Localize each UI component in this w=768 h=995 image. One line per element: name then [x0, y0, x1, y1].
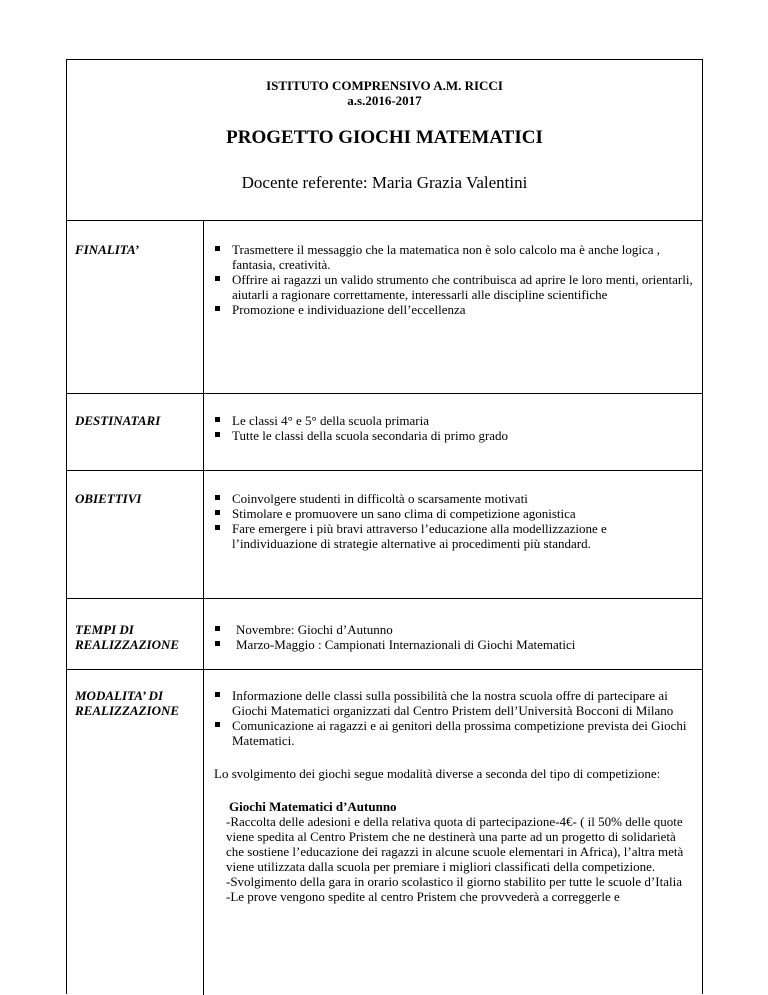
paragraph-line: -Raccolta delle adesioni e della relativa quota di partecipazione-4€- ( il 50% delle quote viene spedita al Centro Pristem che ne destinerà una parte ad un progetto di solidarietà che sostiene l’educazione dei ragazzi in alcune scuole elementari in Africa), l’altra metà viene utilizzata dalla scuola per premiare i migliori classificati della competizione. [226, 814, 684, 874]
content-modalita [214, 688, 694, 904]
row-finalita [67, 221, 702, 394]
list-item: Offrire ai ragazzi un valido strumento che contribuisca ad aprire le loro menti, orientarli, aiutarli a ragionare correttamente, interessarli alle discipline scientifiche [214, 272, 694, 302]
label-line: TEMPI DI [75, 622, 134, 637]
subsection-title: Giochi Matematici d’Autunno [229, 799, 397, 814]
label-modalita [75, 688, 199, 718]
school-year: a.s.2016-2017 [347, 93, 422, 108]
row-obiettivi [67, 471, 702, 599]
list-item: Trasmettere il messaggio che la matematica non è solo calcolo ma è anche logica , fantasia, creatività. [214, 242, 694, 272]
row-modalita [67, 670, 702, 995]
content-finalita [214, 242, 694, 317]
list-item: Le classi 4° e 5° della scuola primaria [214, 413, 694, 428]
school-name: ISTITUTO COMPRENSIVO A.M. RICCI [266, 78, 503, 93]
list-item: Marzo-Maggio : Campionati Internazionali di Giochi Matematici [214, 637, 694, 652]
project-title: PROGETTO GIOCHI MATEMATICI [226, 127, 543, 148]
label-line: REALIZZAZIONE [75, 637, 180, 652]
content-obiettivi [214, 491, 694, 551]
list-item: Promozione e individuazione dell’eccellenza [214, 302, 694, 317]
list-item: Tutte le classi della scuola secondaria di primo grado [214, 428, 694, 443]
row-tempi [67, 599, 702, 670]
label-destinatari: DESTINATARI [75, 413, 161, 428]
document-header [67, 60, 702, 221]
content-destinatari [214, 413, 694, 443]
list-item: Stimolare e promuovere un sano clima di competizione agonistica [214, 506, 694, 521]
list-item: Comunicazione ai ragazzi e ai genitori della prossima competizione prevista dei Giochi Matematici. [214, 718, 694, 748]
label-finalita: FINALITA’ [75, 242, 140, 257]
document-table [66, 59, 703, 994]
paragraph-line: -Svolgimento della gara in orario scolastico il giorno stabilito per tutte le scuole d’Italia [226, 874, 682, 889]
list-item: Fare emergere i più bravi attraverso l’educazione alla modellizzazione e l’individuazione di strategie alternative ai procedimenti più standard. [214, 521, 694, 551]
list-item: Informazione delle classi sulla possibilità che la nostra scuola offre di partecipare ai Giochi Matematici organizzati dal Centro Pristem dell’Università Bocconi di Milano [214, 688, 694, 718]
paragraph: Lo svolgimento dei giochi segue modalità diverse a seconda del tipo di competizione: [214, 766, 661, 781]
paragraph-line: -Le prove vengono spedite al centro Pristem che provvederà a correggerle e [226, 889, 620, 904]
list-item: Coinvolgere studenti in difficoltà o scarsamente motivati [214, 491, 694, 506]
row-destinatari [67, 394, 702, 471]
label-tempi [75, 622, 199, 652]
label-line: REALIZZAZIONE [75, 703, 180, 718]
list-item: Novembre: Giochi d’Autunno [214, 622, 694, 637]
label-obiettivi: OBIETTIVI [75, 491, 142, 506]
content-tempi [214, 622, 694, 652]
teacher-reference: Docente referente: Maria Grazia Valentini [241, 173, 528, 192]
label-line: MODALITA’ DI [75, 688, 163, 703]
